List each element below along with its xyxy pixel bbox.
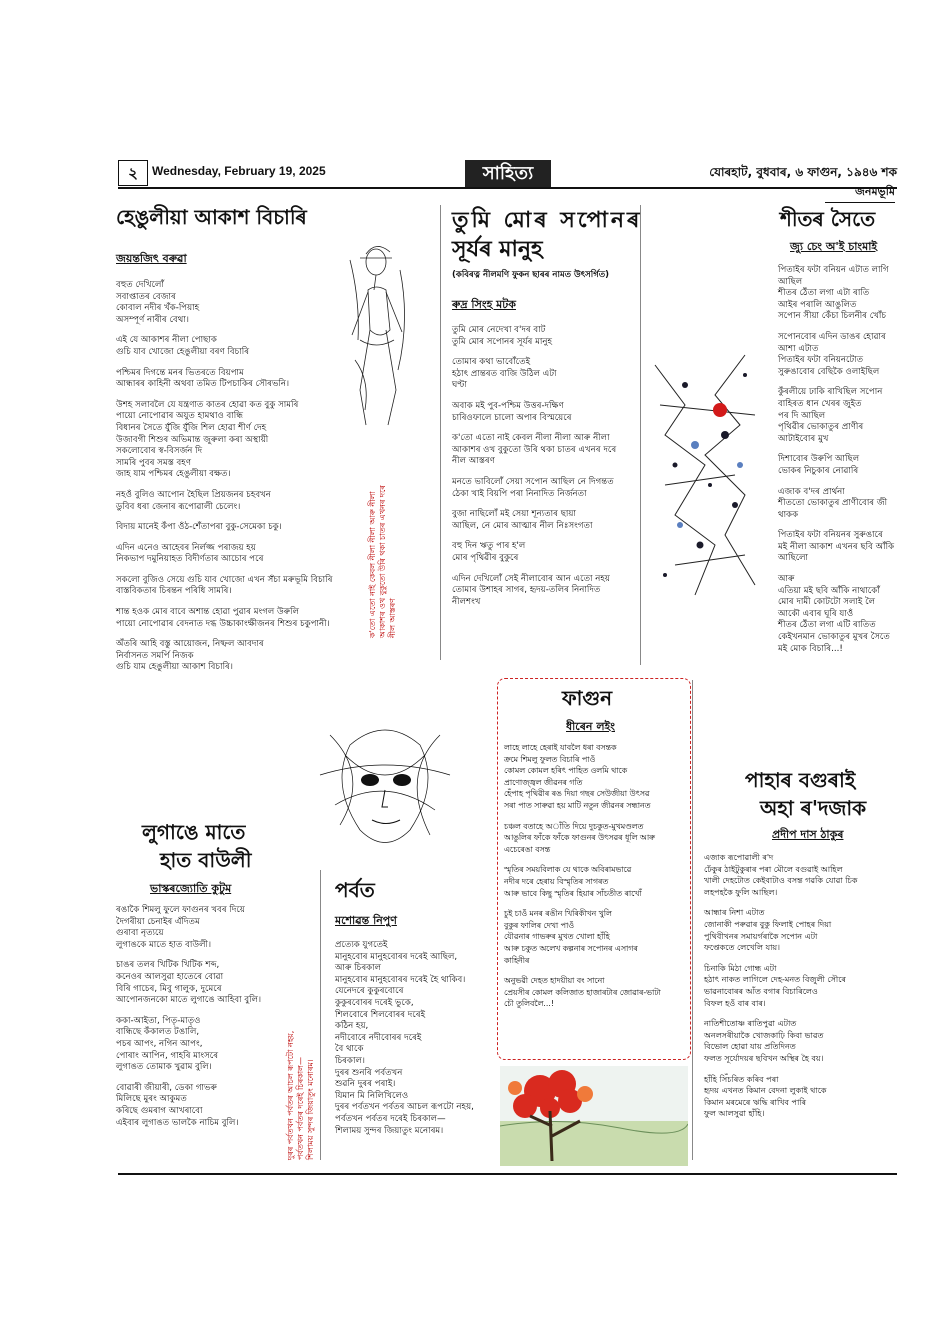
stanza: ককা-আইতা, পিতৃ-মাতৃও বান্ধিছে কঁকালত টঙালি, পচৰ আপং, নগিন আপং, পোৰাং আপিন, গাহৰি মাংসৰে লুগাঙত তোমাক খুৱাম বুলি।	[116, 1015, 219, 1073]
face-sketch-illustration	[310, 715, 460, 865]
poem-title: ফাগুন	[562, 686, 613, 710]
poem-title-line1: লুগাঙে মাতে	[142, 820, 246, 844]
stanza: এদিন দেখিলোঁ সেই নীলাবোৰ আন এতো নহয় তোমাৰ উশাহৰ সাগৰ, হৃদয়-তলিৰ নিনাদিত নীলশংখ	[452, 573, 610, 607]
page-number: ২	[118, 160, 148, 186]
stanza: নহওঁ বুলিও আপোন হৈছিল প্ৰিয়জনৰ চহবখন ডুবিব ধৰা জেনাৰ ৰূপোৱালী চেলেং।	[116, 489, 271, 512]
column-rule	[320, 870, 321, 1160]
stanza: সপোনবোৰ এদিন ডাঙৰ হোৱাৰ আশা এটাত পিতাইৰ ফটা বনিয়নটোত সুৰুঙাবোৰ বেছিকৈ ওলাইছিল	[778, 331, 886, 377]
poem-title-line1: পাহাৰ বগুৰাই	[745, 768, 856, 792]
stanza: পশ্চিমৰ দিগন্তে মনৰ ভিতৰতে বিয়পাম আন্ধাৰৰ কাহিনী অথবা তমিত টিপচাকিৰ সৌৰভনি।	[116, 367, 290, 390]
poem-author: ভাস্কৰজ্যোতি কুটুম	[150, 882, 232, 895]
stanza: এজাক ৰূপোৱালী ৰ'দ ঢেঁকুৰ ঠাইটুকুৰাৰ পৰা মৌলে বগুৱাই আহিল খালী দেহটোত কেইবাটাও বসন্ত গৱকি যোৱা চিক লহপহকৈ ফুলি আছিল।	[704, 853, 858, 897]
stanza: ৰঙাকৈ শিমলু ফুলে ফাগুনৰ খবৰ দিয়ে দৈগৰীয়া চেনাইৰ এঁদিতম গুৰাবা নৃত্যয়ে লুগাঙকে মাতে হাত বাউলী।	[116, 905, 245, 950]
stanza: ক'তো এতো নাই কেবল নীলা নীলা আৰু নীলা আকাশৰ ওখ বুকুতো উৰি থকা চাতৰ এখনৰ দৰে নীল আস্তৰণ	[452, 433, 617, 467]
woman-sketch-illustration	[330, 240, 422, 430]
poem-author: মশোৱন্ত নিপুণ	[335, 914, 397, 927]
stanza: প্ৰত্যেক যুগতেই মানুহবোৰ মানুহবোৰৰ দৰেই আছিল, আৰু চিৰকাল মানুহবোৰ মানুহবোৰৰ দৰেই হৈ থাকিব। যেনেদৰে কুকুৰবোৰে কুকুৰবোৰৰ দৰেই ভুকে, শিলবোৰে শিলবোৰৰ দৰেই কঠিন হয়, নদীবোৰে নদীবোৰৰ দৰেই বৈ থাকে চিৰকাল। দুৰৰ শুনৰি পৰ্বতখন শুৱনি দুৰৰ পৰাই। যিমান মি নিলিখিলেও দুৰৰ পৰ্বতখন পৰ্বতৰ আচল ৰূপটো নহয়, পৰ্বতখন পৰ্বতৰ দৰেই চিৰকাল— শিলাময় সুন্দৰ জিয়াতুং মনোৰম।	[335, 940, 474, 1136]
poem-title-line2: সূৰ্যৰ মানুহ	[452, 237, 543, 262]
column-rule	[692, 680, 693, 1160]
stanza: তুমি মোৰ নেদেখা ব'দৰ বাট তুমি মোৰ সপোনৰ সূৰ্যৰ মানুহ	[452, 325, 552, 347]
stanza: লাহে লাহে হেৰাই যাবলৈ ধৰা বসন্তক ক্ৰমে শিমলু ফুলত বিচাৰি পাওঁ কোমল কোমল হৰিৎ পাহিত ওলমি থাকে প্ৰাণোজ্জ্বল জীৱনৰ গতি হেঁপাহ পৃথিৱীৰ ৰঙ দিয়া গছৰ সেউজীয়া উৎসৱ সৰা পাত সাৰুৱা হয় মাটি নতুন জীৱনৰ সন্ধানত	[504, 743, 651, 810]
poem-author: প্ৰদীপ দাস ঠাকুৰ	[772, 828, 844, 841]
stanza: দিশাবোৰ উৰুপি আছিল ভোকৰ নিচুকাৰ নোৱাৰি	[778, 454, 860, 476]
poem-title-line1: তুমি মোৰ সপোনৰ	[452, 208, 643, 233]
poem-title: পৰ্বত	[335, 878, 375, 902]
stanza: চুই চাওঁ মনৰ ৰঙীন খিৰিকীখন খুলি বুকুৰ ফালিৰ দেখা পাওঁ যৌৱনাৰ গাভৰুৰ মুখত খোলা হাঁহি আৰু চকুত অলেখ কল্পনাৰ সপোনৰ এসাগৰ কাহিনীৰ	[504, 909, 638, 965]
stanza: চাঙৰ তলৰ খিটিক খিটিক শব্দ, কনেওৰ আলসুৱা হাতেৰে বোৱা বিৰি গাচেৰ, মিবু গালুক, দুমেৰে আপোনজনকো মাতে লুগাঙে আহিবা বুলি।	[116, 960, 262, 1006]
abstract-splatter-painting	[645, 345, 767, 610]
stanza: এদিন এনেও আহেবৰ নিৰ্লজ্জ পৰাজয় হয় নিকভাপ দমুনিয়াহত বিদীৰ্ণতাৰ আচোৰ পৰে	[116, 542, 264, 565]
poem-author: ৰুদ্ৰ সিংহ মটক	[452, 298, 516, 311]
stanza: আন্ধাৰ নিশা এটাত জোনাকী পৰুৱাৰ বুকু ফিলাই পোহৰ দিয়া পুথিবীখনৰ সমায়ৰ্গৰাকৈ সপোন এটা ফপ্তেকতে লেখেলি যায়।	[704, 908, 832, 953]
stanza: অঁতৰি আহি বস্তু আয়োজন, নিষ্ফল আবদাৰ নিৰ্বাসনত সমৰ্পি নিজক গুচি যাম হেঙুলীয়া আকাশ বিচাৰি।	[116, 639, 264, 673]
poem-author: জয়ন্তজিৎ বৰুৱা	[116, 252, 187, 265]
issue-date: Wednesday, February 19, 2025	[152, 164, 326, 178]
poem-body	[504, 742, 686, 1019]
stanza: স্মৃতিৰ সময়বিলাক যে থাকে অবিৰামভাৱে নদীৰ দৰে হেৰায় বিস্মৃতিৰ সাগৰত আৰু ভাবে কিছু স্মৃতিৰ হিয়াৰ সাঁচতীত ৰাখোঁ	[504, 865, 642, 898]
poem-body	[704, 852, 896, 1129]
stanza: অনুভৱী দেহত হাদয়ীয়া বং সানো প্ৰেয়সীৰ কোমল কলিজাত হাজাৰটাৰ জোৱাৰ-ভাটা চৌ তুলিবলৈ...!	[504, 976, 661, 1009]
side-quote: দুৰৰ পৰ্বতখন পৰ্বতৰ আচল ৰূপটো নহয়, পৰ্বতখন পৰ্বতৰ দৰেই চিৰকাল— শিলাময় সুন্দৰ জিয়াতুং মনোৰম।	[286, 1030, 315, 1160]
stanza: চিনাকি মিঠা গোন্ধ এটা হঠাৎ নাকত লাগিলে দেহ-মনত বিজুলী সৌৰে ভাৱনাবোৰৰ আঁত বগাৰ বিচাৰিলেও বিফল হওঁ বাৰ বাৰ।	[704, 963, 846, 1008]
stanza: বহুত দেখিলোঁ সবাপ্তাতৰ বেজাৰ কোবাল নদীৰ খঁক-পিয়াহ অসম্পূৰ্ণ নাৰীৰ বেথা।	[116, 280, 200, 325]
stanza: শান্ত হওক মোৰ বাবে অশান্ত হোৱা পুৱাৰ মংগল উৰুলি পায়ো নোপোৱাৰ বেদনাত দগ্ধ উচ্চাকাংক্ষীজনৰ শিশুৰ চকুপানী।	[116, 607, 330, 629]
poem-body	[335, 940, 495, 1146]
stanza: মনতে ভাবিলোঁ সেয়া সপোন আছিল নে দিগন্তত ঠেকা খাই বিয়পি পৰা নিনাদিত নিৰ্জনতা	[452, 476, 614, 499]
poem-author: ধীৰেন লইং	[566, 720, 615, 733]
stanza: অবাক মই পুব-পশ্চিম উত্তৰ-দক্ষিণ চাৰিওফালে চালো অপাৰ বিস্ময়েৰে	[452, 400, 572, 423]
stanza: উশহ সলাবলৈ যে যন্ত্ৰণাত কাতৰ হোৱা কত বুকু সামৰি পায়ো নোপোৱাৰ অযুত হামথাও বান্ধি বিধানৰ সৈতে যুঁজি যুঁজি শিল হোৱা শীৰ্ণ দেহ উজাবগী শিশুৰ অভিমান্ত জুৰুলা কৰা অস্থায়ী সকলোবোৰ স্ব-বিসৰ্জন দি সামৰি পুবৰ সমস্ত বহণ জাহ যাম পশ্চিমৰ হেঙুলীয়া বক্ষত।	[116, 399, 299, 480]
brand-name: জনমভূমি	[825, 183, 895, 203]
poem-title-line2: হাত বাউলী	[160, 848, 252, 872]
bottom-rule	[118, 1173, 897, 1175]
stanza: বহু দিন ঋতু পাৰ হ'ল মোৰ পৃথিৱীৰ বুকুৰে	[452, 541, 526, 563]
stanza: চঞ্চল বতাহে অাঁতি দিয়ে দুচকুত-মুখমণ্ডলত আঙুলিৰ ফাঁকে ফাঁকে ফাগুনৰ উৎসৱৰ ধূলি আৰু এচেৰেঙা বসন্ত	[504, 821, 655, 854]
stanza: এই যে আকাশৰ নীলা পোছাক গুচি যাব খোজো হেঙুলীয়া বৰণ বিচাৰি	[116, 335, 250, 357]
watercolor-tree-painting	[500, 1066, 688, 1166]
stanza: পিতাইৰ ফটা বনিয়নৰ সুৰুঙাৰে মই নীলা আকাশ এখনৰ ছবি আঁকি আছিলো	[778, 530, 895, 564]
header-rule	[118, 187, 897, 189]
poem-title-line2: অহা ৰ'দজাক	[760, 796, 867, 820]
poem-author: জ্যু চেং অ'ই চাংমাই	[790, 240, 878, 253]
stanza: বিদায় মানেই কঁপা ওঁঠ-শেঁতাপৰা বুকু-সেমেকা চকু।	[116, 522, 282, 533]
stanza: তোমাৰ কথা ভাবোঁতেই হঠাৎ প্ৰান্তৰত বাজি উঠিল এটা ঘণ্টা	[452, 357, 557, 391]
stanza: কুঁৰলীয়ে ঢাকি ৰাখিছিল সপোন বাহিৰত ধান খেৰৰ জুইত পৰ দি আছিল পৃথিৱীৰ ভোকাতুৰ প্ৰাণীৰ আটাইবোৰ মুখ	[778, 387, 883, 444]
stanza: সকলো বুজিও সেয়ে গুচি যাব খোজো এখন সঁচা মৰুভূমি বিচাৰি বাস্তবিকতাৰ চিৰন্তন পৰিধি সামৰি।	[116, 574, 333, 597]
column-rule	[440, 205, 441, 660]
poem-title: শীতৰ সৈতে	[780, 207, 876, 231]
stanza: হাঁহি সিঁচৰিত কৰিব পৰা হৃদয় এখনত কিমান বেদনা লুকাই থাকে কিমান মৰমেৰে ঋদ্ধি ৰাখিব পাৰি ফুল আলসুৱা হাঁহি।	[704, 1074, 827, 1119]
stanza: বোৱাৰী জীয়াৰী, ডেকা গাভৰু মিলিছে মুৰং আকুমত কৰিছে গুমৰাগ আখৰাবো এইবাৰ লুগাঙত ভালকৈ নাচিম বুলি।	[116, 1082, 239, 1128]
column-rule	[640, 205, 641, 665]
stanza: নাতিশীতোষ্ণ ৰাতিপুৱা এটাত অনলসৰীয়াকৈ খোজকাঢ়ি কিবা ভাৱত বিভোল হোৱা যায় প্ৰতিদিনত ফলত সূৰ্যোদয়ৰ ছবিখন অস্থিৰ হৈ বয়।	[704, 1019, 824, 1063]
stanza: পিতাইৰ ফটা বনিয়ন এটাত লাগি আছিল শীতৰ ঠেঁতা লগা এটা ৰাতি আইৰ পৰালি আঙুলিত সপোন সীয়া কেঁচা চিলনীৰ খোঁচ	[778, 265, 889, 322]
stanza: আৰু এতিয়া মই ছবি আঁকি নাথাকোঁ মোৰ দামী কোটটো সলাই লৈ আকৌ এবাৰ ঘূৰি যাওঁ শীতৰ ঠেঁতা লগা এটি ৰাতিত কেইখনমান ভোকাতুৰ মুখৰ সৈতে মই মোক বিচাৰি...!	[778, 574, 890, 654]
assamese-date: যোৰহাট, বুধবাৰ, ৬ ফাগুন, ১৯৪৬ শক	[709, 165, 897, 179]
poem-dedication: (কবিৰত্ন নীলমণি ফুকন ছাৰৰ নামত উৎসৰ্গিত)	[452, 270, 610, 280]
poem-title: হেঙুলীয়া আকাশ বিচাৰি	[116, 205, 307, 229]
poem-body	[778, 265, 896, 664]
poem-body	[452, 325, 637, 617]
stanza: এজাক ব'দৰ প্ৰাৰ্থনা শীততো ভোকাতুৰ প্ৰাণীবোৰ জী থাকক	[778, 486, 888, 520]
side-quote: ক'তো এতো নাই কেবল নীলা নীলা আৰু নীলা আকাশৰ ওখ বুকুতো উৰি থকা চাতৰ এখনৰ দৰে নীল আস্তৰণ	[368, 485, 397, 638]
stanza: বুজা নাছিলোঁ মই সেয়া শূন্যতাৰ ছায়া আছিল, নে মোৰ আত্মাৰ নীল নিঃসংগতা	[452, 509, 593, 531]
section-title: সাহিত্য	[465, 160, 551, 188]
